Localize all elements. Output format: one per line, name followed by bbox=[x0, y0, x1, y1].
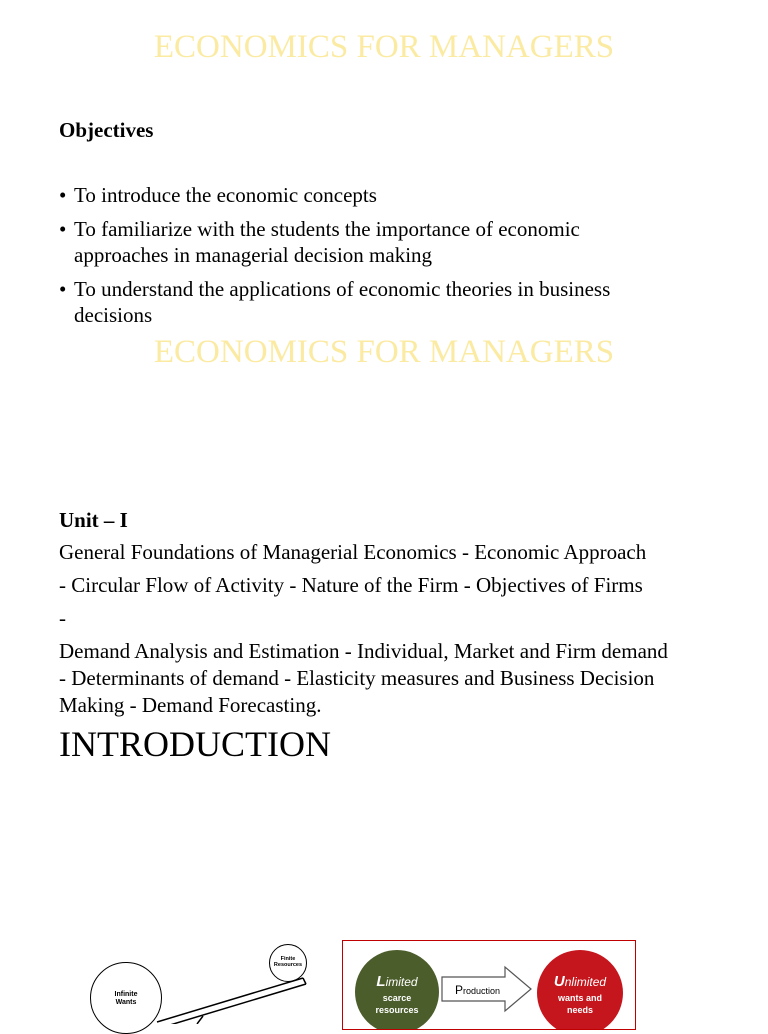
wants-resources-diagram bbox=[85, 940, 315, 1024]
objective-item: • To familiarize with the students the importance of economic approaches in managerial decision making bbox=[59, 216, 699, 268]
slide-1-title: ECONOMICS FOR MANAGERS bbox=[153, 29, 615, 65]
production-diagram bbox=[342, 940, 636, 1030]
syllabus-line: General Foundations of Managerial Economics - Economic Approach bbox=[59, 540, 647, 564]
syllabus-line: Demand Analysis and Estimation - Individual, Market and Firm demand bbox=[59, 639, 668, 663]
objective-item: • To introduce the economic concepts bbox=[59, 182, 699, 208]
unit-heading: Unit – I bbox=[59, 508, 128, 532]
objectives-list bbox=[59, 182, 699, 336]
syllabus-line: - bbox=[59, 606, 66, 630]
syllabus-line: - Determinants of demand - Elasticity measures and Business Decision bbox=[59, 666, 655, 690]
introduction-title: INTRODUCTION bbox=[59, 724, 331, 764]
slide-2-title: ECONOMICS FOR MANAGERS bbox=[153, 334, 615, 370]
production-arrow-icon bbox=[441, 965, 535, 1013]
unlimited-wants-circle: Unlimited wants and needs bbox=[537, 950, 623, 1030]
unit-syllabus bbox=[59, 539, 749, 719]
syllabus-line: Making - Demand Forecasting. bbox=[59, 693, 322, 717]
svg-text:Production: Production bbox=[455, 983, 501, 997]
infinite-wants-circle: Infinite Wants bbox=[90, 962, 162, 1034]
objectives-heading: Objectives bbox=[59, 118, 154, 142]
limited-resources-circle: Limited scarce resources bbox=[355, 950, 439, 1030]
objective-item: • To understand the applications of economic theories in business decisions bbox=[59, 276, 699, 328]
finite-resources-circle: Finite Resources bbox=[269, 944, 307, 982]
syllabus-line: - Circular Flow of Activity - Nature of the Firm - Objectives of Firms bbox=[59, 573, 643, 597]
